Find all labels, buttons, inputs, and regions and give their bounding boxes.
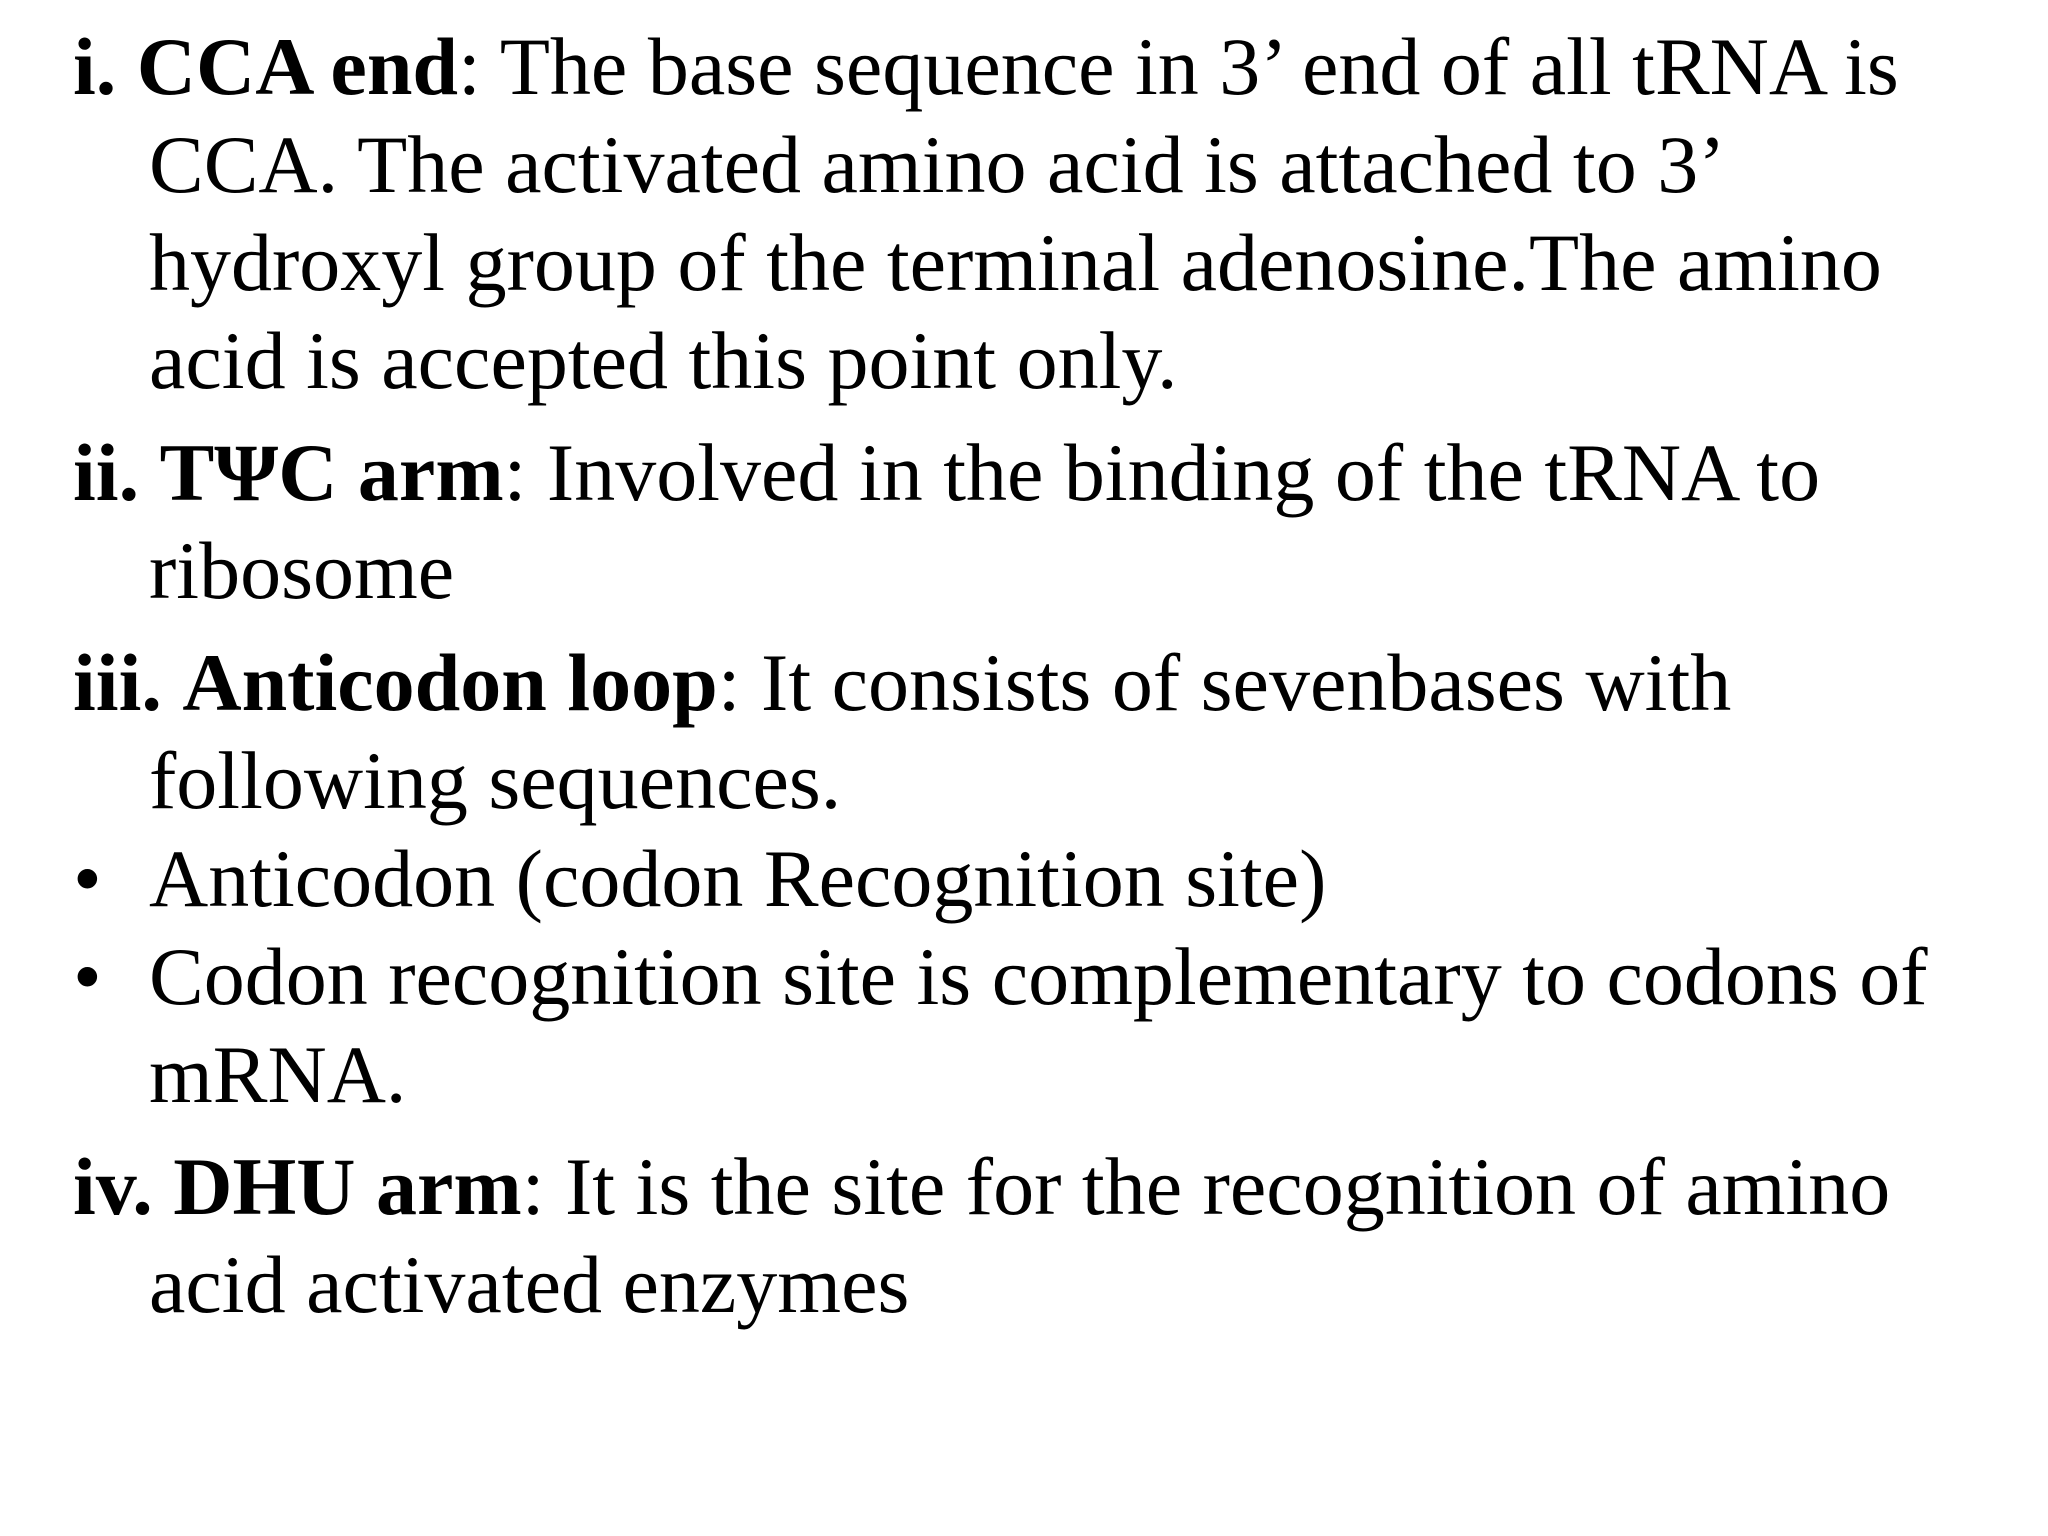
bullet-text: Codon recognition site is complementary to codons of mRNA. <box>149 931 1928 1120</box>
list-item-tpsic-arm <box>73 424 2023 620</box>
item-term: DHU arm <box>173 1141 522 1232</box>
item-text: : It is the site for the recognition of amino acid activated enzymes <box>149 1141 1891 1330</box>
bullet-item-codon-recognition <box>73 928 2023 1124</box>
item-term: CCA end <box>136 21 459 112</box>
item-marker: iii. <box>73 637 162 728</box>
item-term: Anticodon loop <box>182 637 718 728</box>
bullet-icon: • <box>73 931 102 1022</box>
bullet-icon: • <box>73 833 102 924</box>
item-marker: ii. <box>73 427 140 518</box>
list-item-dhu-arm <box>73 1138 2023 1334</box>
item-text: : The base sequence in 3’ end of all tRNA is CCA. The activated amino acid is attached to 3’ hydroxyl group of the terminal adenosine.The amino acid is accepted this point only. <box>149 21 1899 406</box>
item-term: TΨC arm <box>159 427 504 518</box>
bullet-item-anticodon <box>73 830 2023 928</box>
item-marker: iv. <box>73 1141 153 1232</box>
item-text: : It consists of sevenbases with following sequences. <box>149 637 1732 826</box>
list-item-anticodon-loop <box>73 634 2023 830</box>
bullet-text: Anticodon (codon Recognition site) <box>149 833 1327 924</box>
item-text: : Involved in the binding of the tRNA to ribosome <box>149 427 1821 616</box>
item-marker: i. <box>73 21 117 112</box>
list-item-cca-end <box>73 18 2023 410</box>
slide-content <box>73 18 2023 1334</box>
